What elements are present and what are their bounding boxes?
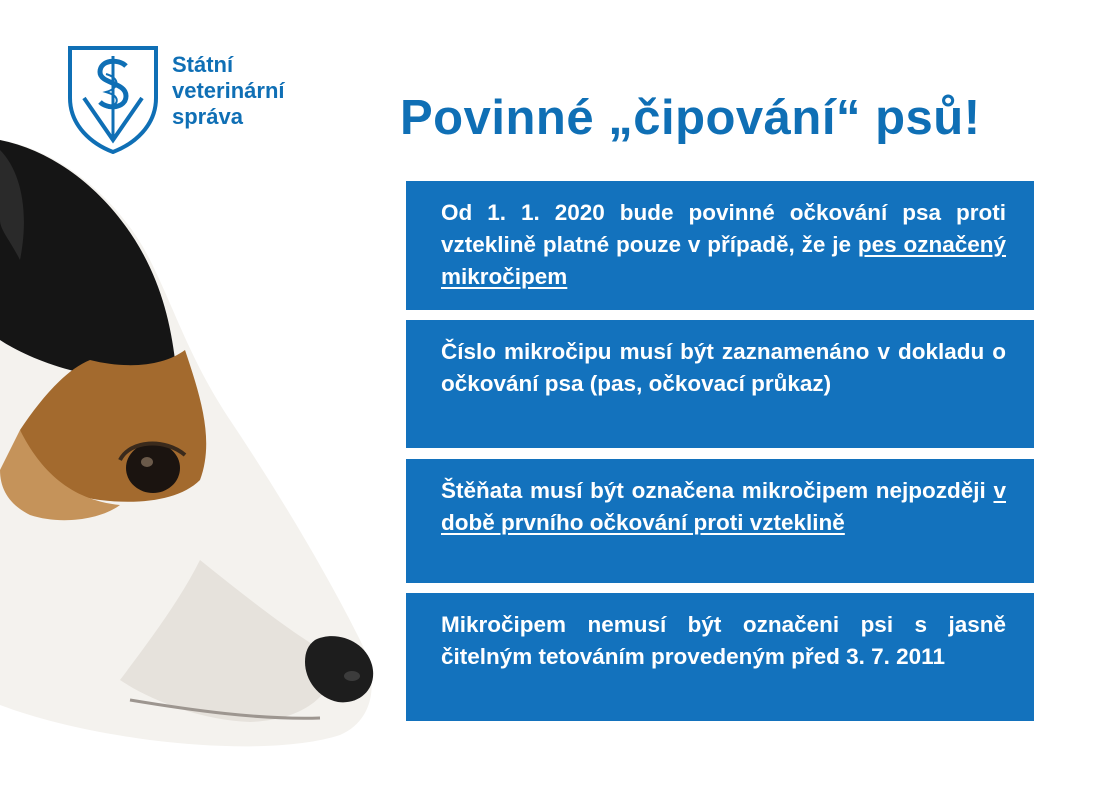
info-box: [406, 593, 1034, 721]
logo-text: [172, 52, 285, 130]
logo-line: Státní: [172, 52, 234, 77]
logo-line: správa: [172, 104, 243, 129]
logo-line: veterinární: [172, 78, 285, 103]
info-text: Štěňata musí být označena mikročipem nejpozději: [441, 478, 994, 503]
info-box: [406, 320, 1034, 448]
info-text: Mikročipem nemusí být označeni psi s jasně čitelným tetováním provedeným před 3. 7. 2011: [441, 612, 1006, 669]
info-underlined-text: pes označený mikročipem: [441, 232, 1006, 289]
page-title: Povinné „čipování“ psů!: [400, 91, 981, 145]
info-text: Od 1. 1. 2020 bude povinné očkování psa proti vzteklině platné pouze v případě, že je: [441, 200, 1006, 257]
info-box: [406, 459, 1034, 583]
info-underlined-text: v době prvního očkování proti vzteklině: [441, 478, 1006, 535]
info-text: Číslo mikročipu musí být zaznamenáno v dokladu o očkování psa (pas, očkovací průkaz): [441, 339, 1006, 396]
svs-emblem-icon: [66, 44, 160, 154]
logo: [66, 44, 285, 154]
info-box: [406, 181, 1034, 310]
